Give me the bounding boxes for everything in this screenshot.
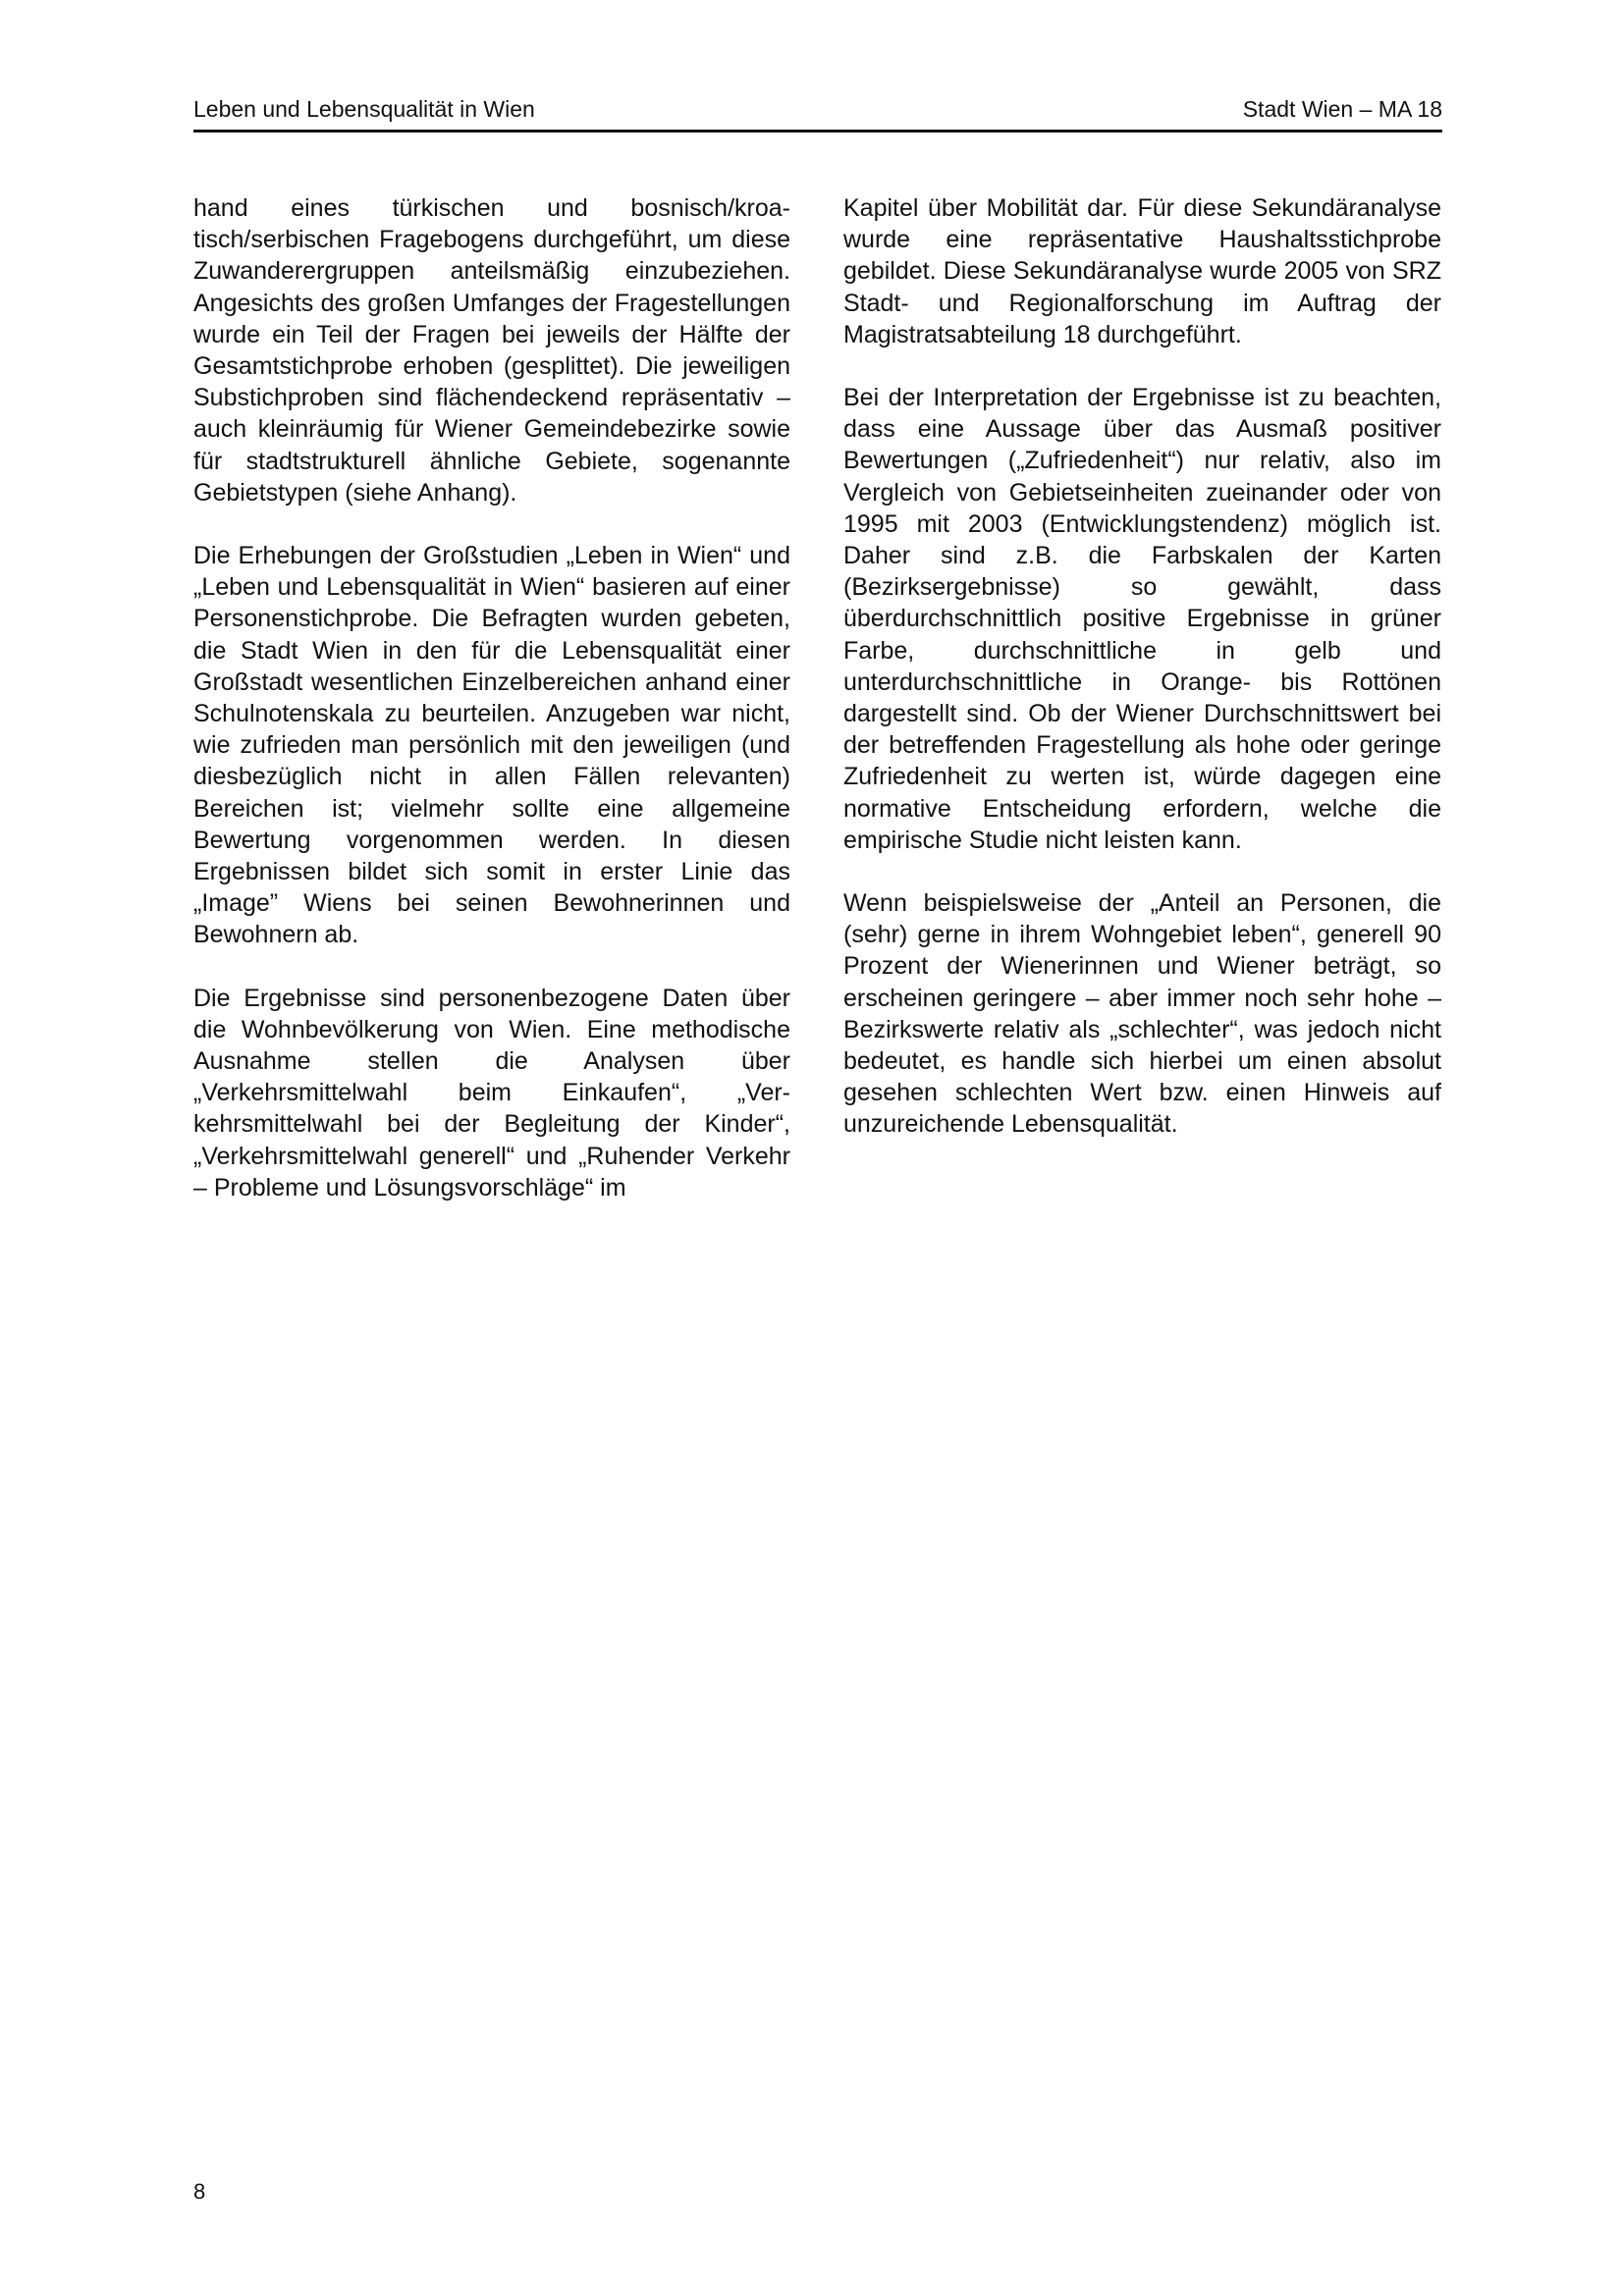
publisher-label: Stadt Wien – MA 18 — [1242, 96, 1442, 122]
paragraph: Bei der Interpretation der Ergebnisse ist zu beachten, dass eine Aussage über das Ausmaß positiver Bewertungen („Zufriedenheit“) nur relativ, also im Vergleich von Gebietseinheiten zueinander oder von 1995 mit 2003 (Entwicklungstendenz) möglich ist. Daher sind z.B. die Farbskalen der Karten (Bezirksergebnisse) so gewählt, dass überdurchschnittlich positive Ergebnisse in grüner Farbe, durchschnittliche in gelb und unterdurchschnittliche in Orange- bis Rottönen dargestellt sind. Ob der Wiener Durchschnittswert bei der betreffenden Fragestellung als hohe oder geringe Zufriedenheit zu werten ist, würde dagegen eine normative Entscheidung erfordern, welche die empirische Studie nicht leisten kann. — [843, 384, 1441, 854]
left-text-column — [193, 192, 790, 1235]
paragraph: Wenn beispielsweise der „Anteil an Personen, die (sehr) gerne in ihrem Wohngebiet leben“, generell 90 Prozent der Wienerinnen und Wiener beträgt, so erscheinen geringere – aber immer noch sehr hohe – Bezirkswerte relativ als „schlechter“, was jedoch nicht bedeutet, es handle sich hierbei um einen absolut gesehen schlechten Wert bzw. einen Hinweis auf unzureichende Lebensqualität. — [843, 889, 1441, 1139]
paragraph: Die Ergebnisse sind personenbezogene Daten über die Wohnbevölkerung von Wien. Eine methodische Ausnahme stellen die Analysen über „Verkehrsmittelwahl beim Einkaufen“, „Verkehrsmittelwahl bei der Begleitung der Kinder“, „Verkehrsmittelwahl generell“ und „Ruhender Verkehr – Probleme und Lösungsvorschläge“ im — [193, 984, 790, 1201]
paragraph: hand eines türkischen und bosnisch/kroatisch/serbischen Fragebogens durchgeführt, um diese Zuwanderergruppen anteilsmäßig einzubeziehen. Angesichts des großen Umfanges der Fragestellungen wurde ein Teil der Fragen bei jeweils der Hälfte der Gesamtstichprobe erhoben (gesplittet). Die jeweiligen Substichproben sind flächendeckend repräsentativ – auch kleinräumig für Wiener Gemeindebezirke sowie für stadtstrukturell ähnliche Gebiete, sogenannte Gebietstypen (siehe Anhang). — [193, 194, 790, 507]
page-number: 8 — [193, 2179, 206, 2204]
page-header — [193, 94, 1442, 133]
paragraph: Kapitel über Mobilität dar. Für diese Sekundäranalyse wurde eine repräsentative Haushaltsstichprobe gebildet. Diese Sekundäranalyse wurde 2005 von SRZ Stadt- und Regionalforschung im Auftrag der Magistratsabteilung 18 durchgeführt. — [843, 194, 1441, 348]
right-text-column — [843, 192, 1441, 1172]
document-title: Leben und Lebensqualität in Wien — [193, 96, 535, 122]
paragraph: Die Erhebungen der Großstudien „Leben in Wien“ und „Leben und Lebensqualität in Wien“ basieren auf einer Personenstichprobe. Die Befragten wurden gebeten, die Stadt Wien in den für die Lebensqualität einer Großstadt wesentlichen Einzelbereichen anhand einer Schulnotenskala zu beurteilen. Anzugeben war nicht, wie zufrieden man persönlich mit den jeweiligen (und diesbezüglich nicht in allen Fällen relevanten) Bereichen ist; vielmehr sollte eine allgemeine Bewertung vorgenommen werden. In diesen Ergebnissen bildet sich somit in erster Linie das „Image” Wiens bei seinen Bewohnerinnen und Bewohnern ab. — [193, 542, 790, 949]
